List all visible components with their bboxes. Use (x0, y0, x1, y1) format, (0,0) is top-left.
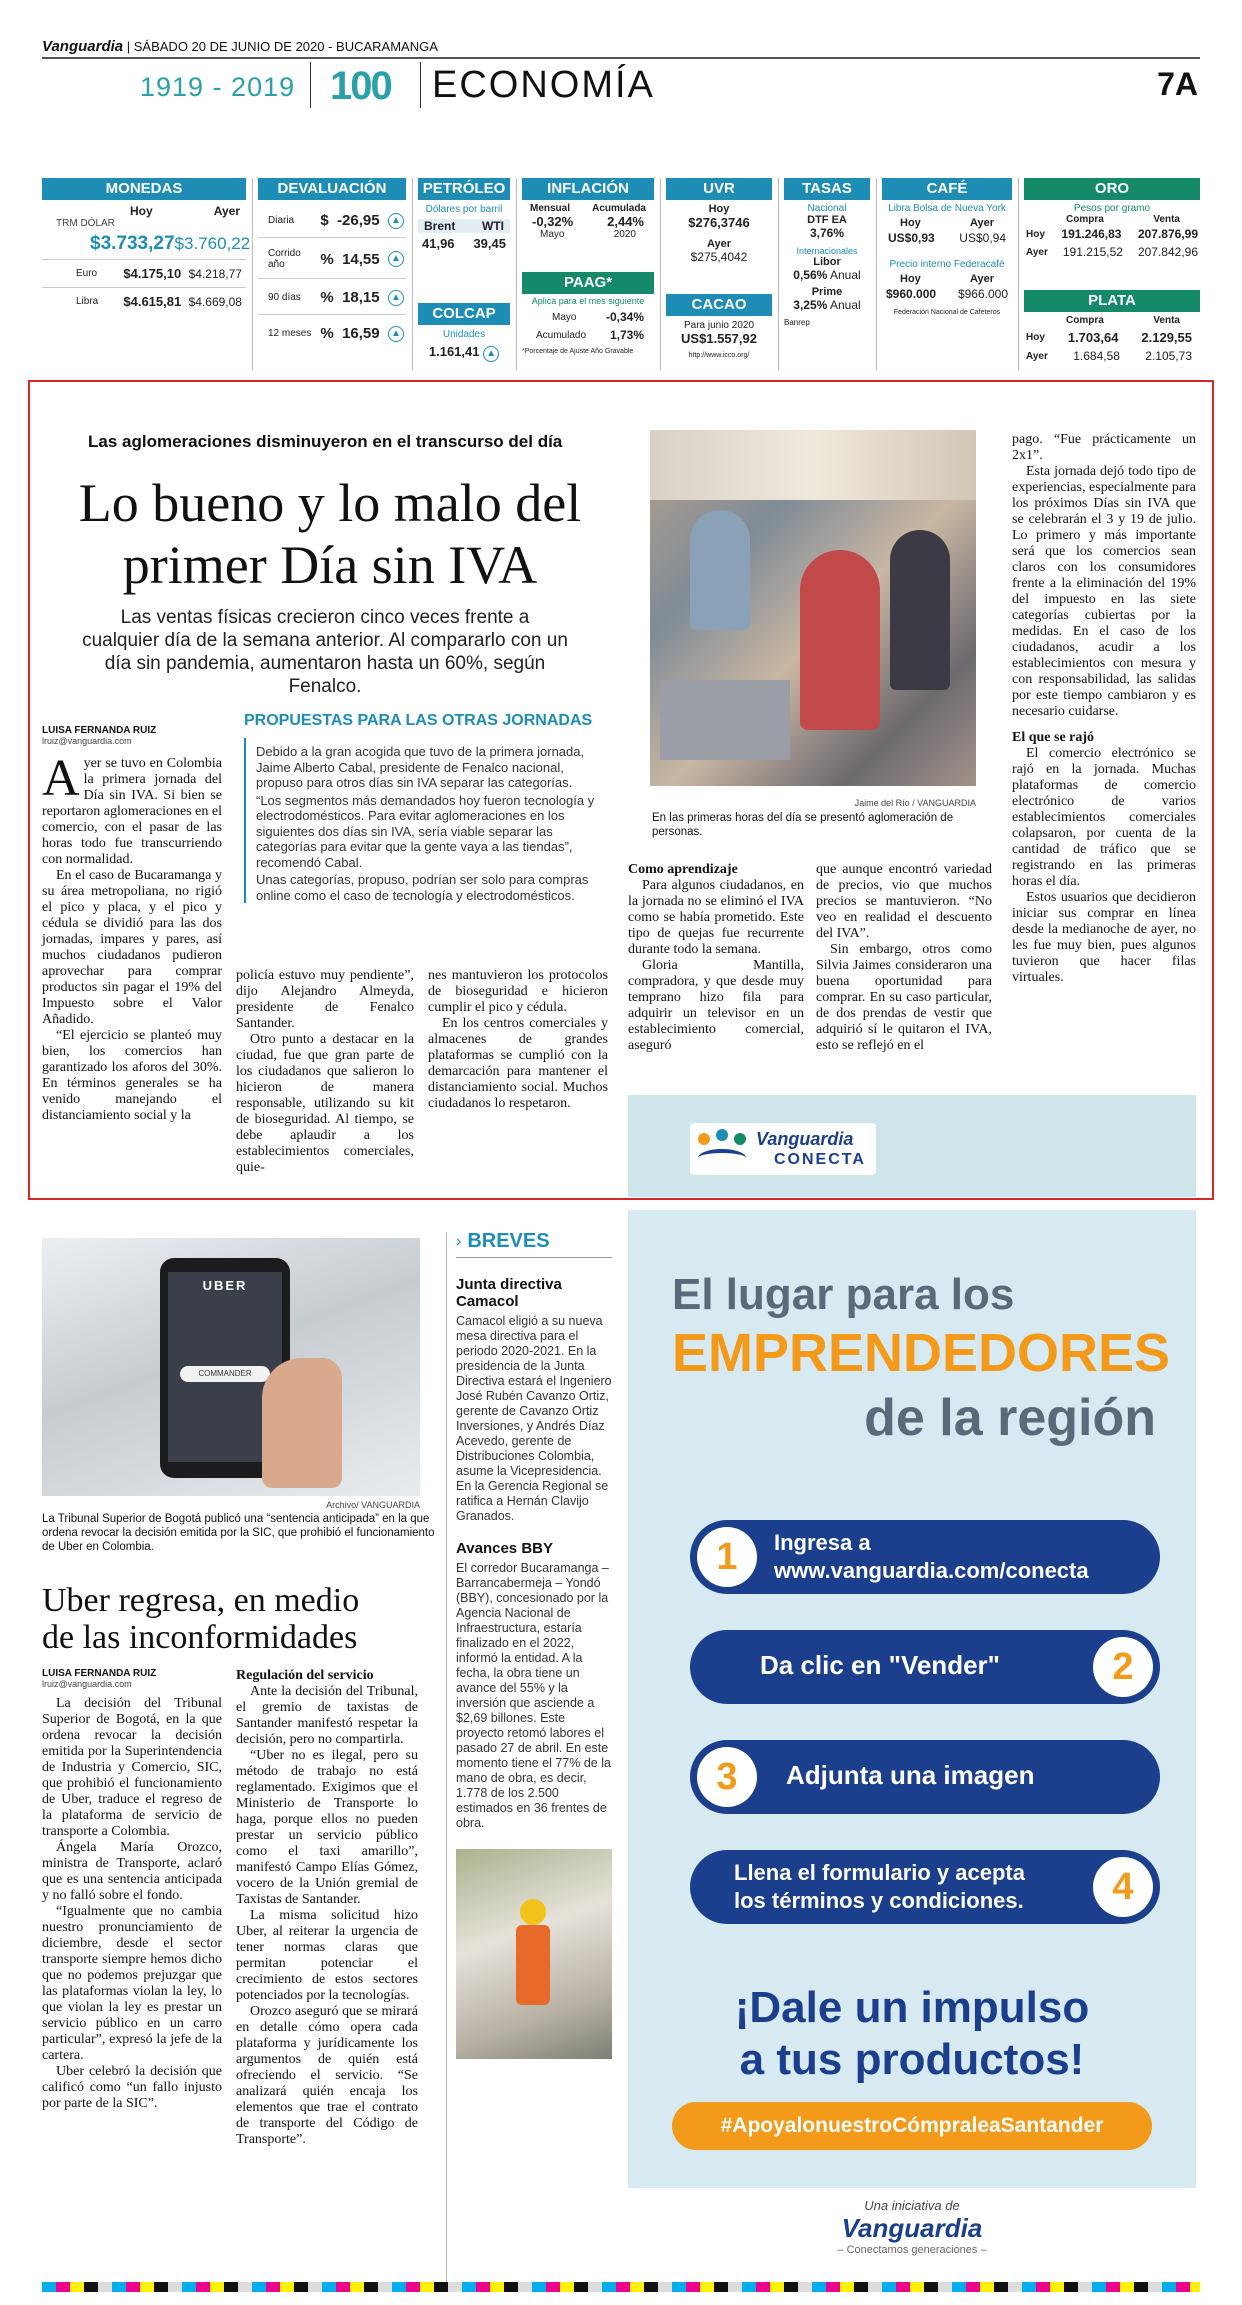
uvr-hoy: $276,3746 (688, 215, 750, 230)
main-col-5 (816, 862, 992, 1054)
helmet-icon (520, 1899, 546, 1925)
indicator-paag (522, 272, 654, 355)
colcap-sub: Unidades (442, 329, 486, 340)
dev-12-unit: % (320, 325, 334, 342)
trm-label: TRM DÓLAR (56, 218, 115, 229)
uber-photo-credit: Archivo/ VANGUARDIA (326, 1500, 420, 1510)
arrow-up-icon: ▲ (388, 326, 404, 342)
conecta-brand: Vanguardia (756, 1129, 854, 1149)
breves-column (456, 1230, 612, 2059)
uvr-hoy-label: Hoy (708, 203, 730, 215)
main-col6-p1: pago. “Fue prácticamente un 2x1”. (1012, 432, 1196, 463)
main-col2-p1: policía estuvo muy pendiente”, dijo Alejandro Almeyda, presidente de Fenalco Santander. (236, 968, 414, 1031)
indicator-uvr (666, 178, 772, 264)
plata-hoy-venta: 2.129,55 (1141, 330, 1192, 345)
step-4-text1: Llena el formulario y acepta (734, 1860, 1025, 1885)
ad-footer-1: Una iniciativa de (864, 2198, 960, 2213)
indicator-divider (778, 178, 779, 370)
main-col6-p2: Esta jornada dejó todo tipo de experiencias, especialmente para los próximos Días sin IVA que se celebrarán el 3 y 19 de julio. Lo primero y más importante será que los comercios sean claros con los consumidores frente a la eliminación del 19% del impuesto en las siete categorías cubiertas por la medidas. En el caso de los ciudadanos, acudir a los establecimientos con mesura y con responsabilidad, las salidas por este tiempo cambiaron y es necesario cuidarse. (1012, 464, 1196, 719)
breves-title: BREVES (467, 1230, 550, 1252)
oro-hoy-venta: 207.876,99 (1137, 227, 1198, 241)
paag-title: PAAG* (522, 272, 654, 294)
uber-email: lruiz@vanguardia.com (42, 1679, 132, 1689)
main-col6-p4: Estos usuarios que decidieron iniciar sus comprar en línea desde la medianoche de ayer, no les fue muy bien, pues algunos tuvieron que hacer filas virtuales. (1012, 890, 1196, 985)
arrow-up-icon: ▲ (388, 290, 404, 306)
cafe-hoy-label: Hoy (900, 217, 921, 229)
arrow-up-icon: ▲ (388, 251, 404, 267)
paag-note: *Porcentaje de Ajuste Año Gravable (522, 348, 634, 355)
uber-author: LUISA FERNANDA RUIZ (42, 1668, 157, 1679)
brent-value: 41,96 (422, 236, 455, 251)
main-col4-p2: Gloria Mantilla, compradora, y que desde muy temprano hizo fila para adquirir un televisor en un establecimiento comercial, aseguró (628, 958, 804, 1053)
cacao-source: http://www.icco.org/ (688, 352, 750, 359)
indicator-divider (1018, 178, 1019, 370)
euro-hoy: $4.175,10 (123, 266, 182, 281)
step-2-number: 2 (1093, 1637, 1153, 1697)
prime-label: Prime (811, 286, 843, 298)
ad-emprendedores[interactable] (628, 1210, 1196, 2270)
breves-divider (446, 1232, 447, 2282)
uber-col-1 (42, 1696, 222, 2112)
uber-headline-line2: de las inconformidades (42, 1619, 358, 1656)
uber-byline (42, 1668, 156, 1689)
libra-label: Libra (76, 296, 99, 307)
main-col2-p2: Otro punto a destacar en la ciudad, fue que gran parte de los ciudadanos que salieron lo hicieron de manera responsable, utilizando su kit de bioseguridad. Al tiempo, se debe aplaudir a los establecimientos comerciales, quie- (236, 1032, 414, 1175)
sub-rajo: El que se rajó (1012, 730, 1095, 745)
plata-compra-label: Compra (1066, 315, 1104, 326)
trm-ayer: $3.760,22 (174, 234, 251, 253)
main-col3-p1: nes mantuvieron los protocolos de bioseguridad e hicieron cumplir el pico y cédula. (428, 968, 608, 1015)
uber-col1-p1: La decisión del Tribunal Superior de Bogotá, en la que ordena revocar la decisión emitida por la Superintendencia de Industria y Comercio, SIC, que prohibió el funcionamiento de Uber, traduce el regreso de la plataforma de servicio de transporte a Colombia. (42, 1696, 222, 1839)
main-headline (40, 472, 620, 596)
tasas-title: TASAS (784, 178, 870, 200)
main-col1-p2: En el caso de Bucaramanga y su área metropoliana, no rigió el pico y placa, y el pico y cédula se dividió para las dos jornadas, impares y pares, así muchos ciudadanos pudieron aprovechar para comprar productos sin pagar el 19% del Impuesto sobre el Valor Añadido. (42, 868, 222, 1027)
main-headline-line2: primer Día sin IVA (122, 535, 538, 595)
step-1-text2: www.vanguardia.com/conecta (774, 1558, 1089, 1583)
uber-col1-p4: Uber celebró la decisión que calificó como “un fallo injusto por parte de la SIC”. (42, 2064, 222, 2111)
oro-compra-label: Compra (1066, 214, 1104, 225)
col-hoy: Hoy (130, 204, 153, 218)
ad-step-1 (690, 1520, 1160, 1594)
indicator-plata (1024, 290, 1200, 365)
ad-footer-2: Vanguardia (841, 2213, 983, 2243)
main-col-2 (236, 968, 414, 1176)
step-2-text: Da clic en "Vender" (760, 1650, 1000, 1680)
proposals-p1: Debido a la gran acogida que tuvo de la primera jornada, Jaime Alberto Cabal, presidente de Fenalco nacional, propuso para otros días sin IVA separar las categorías. (256, 744, 585, 790)
indicator-cafe (882, 178, 1012, 316)
cafe-ayer-label: Ayer (969, 217, 994, 229)
people-icon (698, 1129, 750, 1169)
ad-hashtag: #ApoyalonuestroCómpraleaSantander (672, 2102, 1152, 2150)
plata-title: PLATA (1024, 290, 1200, 312)
brand-name: Vanguardia (42, 38, 124, 55)
libor-value: 0,56% (793, 268, 828, 282)
uber-subhead: Regulación del servicio (236, 1668, 374, 1683)
libra-ayer: $4.669,08 (188, 294, 242, 309)
main-kicker: Las aglomeraciones disminuyeron en el transcurso del día (88, 432, 563, 451)
proposals-title: PROPUESTAS PARA LAS OTRAS JORNADAS (244, 712, 593, 729)
plata-ayer-compra: 1.684,58 (1073, 349, 1120, 363)
years-label: 1919 - 2019 (140, 72, 296, 102)
proposals-p3: Unas categorías, propuso, podrían ser solo para compras online como el caso de tecnología y electrodomésticos. (256, 872, 589, 903)
ad-line3: de la región (864, 1389, 1156, 1447)
arrow-up-icon: ▲ (388, 213, 404, 229)
main-col4-p1: Para algunos ciudadanos, en la jornada no se eliminó el IVA como se había prometido. Este tipo de quejas fue recurrente durante todo la semana. (628, 878, 804, 957)
euro-label: Euro (76, 268, 98, 279)
inf-acum-label: Acumulada (592, 203, 646, 214)
brent-label: Brent (424, 219, 456, 233)
brief-2-title: Avances BBY (456, 1540, 553, 1557)
plata-hoy-compra: 1.703,64 (1067, 330, 1119, 345)
oro-sub: Pesos por gramo (1073, 203, 1151, 214)
uber-col2-p2: “Uber no es ilegal, pero su método de trabajo no está reglamentado. Exigimos que el Ministerio de Transporte lo haga, porque ellos no pueden prestar un servicio público como el taxi amarillo”, manifestó Campo Elías Gómez, vocero de la Unión gremial de Taxistas de Santander. (236, 1748, 418, 1907)
cacao-title: CACAO (666, 294, 772, 316)
step-1-text1: Ingresa a (774, 1530, 871, 1555)
main-col-4 (628, 862, 804, 1054)
cafe-int-ayer: $966.000 (957, 287, 1008, 301)
plata-hoy-label: Hoy (1026, 332, 1045, 343)
main-photo-credit: Jaime del Río / VANGUARDIA (854, 798, 976, 808)
indicator-divider (876, 178, 877, 370)
tasas-nac-label: Nacional (807, 203, 847, 214)
uber-caption: La Tribunal Superior de Bogotá publicó una “sentencia anticipada” en la que ordena revocar la decisión emitida por la SIC, que prohibió el funcionamiento de Uber en Colombia. (42, 1513, 435, 1553)
dev-12-label: 12 meses (268, 328, 312, 339)
prime-unit: Anual (830, 298, 861, 312)
oro-title: ORO (1024, 178, 1200, 200)
libra-hoy: $4.615,81 (123, 294, 182, 309)
step-4-number: 4 (1093, 1857, 1153, 1917)
ad-step-2 (690, 1630, 1160, 1704)
petroleo-sub: Dólares por barril (425, 204, 503, 215)
cafe-ayer-label-2: Ayer (969, 273, 994, 285)
main-col5-p2: Sin embargo, otros como Silvia Jaimes consideraron una buena oportunidad para comprar. En su caso particular, de dos prendas de vestir que adquirió sí le quitaron el IVA, esto se reflejó en el (816, 942, 992, 1053)
main-col-3 (428, 968, 608, 1112)
dev-90-unit: % (320, 289, 334, 306)
masthead-dateline: Vanguardia | SÁBADO 20 DE JUNIO DE 2020 - BUCARAMANGA (42, 38, 438, 55)
wti-value: 39,45 (473, 236, 506, 251)
indicator-oro (1024, 178, 1200, 261)
step-3-text: Adjunta una imagen (786, 1760, 1035, 1790)
main-col6-p3: El comercio electrónico se rajó en la jornada. Muchas plataformas de comercio electrónico de varios establecimientos comerciales colapsaron, por cuenta de la cantidad de tráfico que se registrando en las primeras horas el día. (1012, 746, 1196, 889)
phone-button-label: COMMANDER (180, 1366, 270, 1382)
main-email: lruiz@vanguardia.com (42, 736, 132, 746)
proposals-p2: “Los segmentos más demandados hoy fueron tecnología y electrodomésticos. Para evitar aglomeraciones en los siguientes dos días sin IVA, sería viable separar las categorías para evitar que la gente vaya a las tiendas”, recomendó Cabal. (256, 792, 595, 870)
main-deck: Las ventas físicas crecieron cinco veces frente a cualquier día de la semana anterior. Al compararlo con un día sin pandemia, aumentaron hasta un 60%, según Fenalco. (82, 607, 568, 697)
registration-bar (42, 2282, 1200, 2292)
cafe-int-hoy: $960.000 (886, 287, 937, 301)
masthead-divider (310, 62, 311, 108)
cafe-sub2: Precio interno Federacafé (889, 259, 1005, 270)
inf-acum-value: 2,44% (607, 214, 644, 229)
indicator-divider (660, 178, 661, 370)
uber-col2-p3: La misma solicitud hizo Uber, al reiterar la urgencia de tener normas claras que permitan potenciar el crecimiento de estos sectores potenciados por la tecnologías. (236, 1908, 418, 2003)
chevron-right-icon: › (456, 1232, 462, 1250)
dev-corrido-unit: % (320, 250, 334, 268)
ad-conecta[interactable] (628, 1095, 1196, 1197)
inf-mensual-label: Mensual (530, 203, 571, 214)
inflacion-title: INFLACIÓN (522, 178, 654, 200)
paag-r1-value: -0,34% (605, 310, 644, 324)
main-photo-caption: En las primeras horas del día se presentó aglomeración de personas. (652, 812, 954, 838)
uber-col1-p2: Ángela María Orozco, ministra de Transporte, aclaró que es una sentencia anticipada y no falló sobre el fondo. (42, 1840, 222, 1903)
dtf-value: 3,76% (809, 226, 845, 240)
wti-label: WTI (482, 219, 504, 233)
indicator-devaluacion (258, 178, 406, 350)
colcap-value: 1.161,41 (428, 344, 480, 359)
plata-ayer-venta: 2.105,73 (1145, 349, 1192, 363)
indicator-inflacion (522, 178, 654, 240)
masthead-divider-2 (420, 62, 421, 108)
indicator-petroleo (418, 178, 510, 254)
main-col-6 (1012, 432, 1196, 986)
dev-90-label: 90 días (268, 292, 301, 303)
main-byline (42, 725, 156, 746)
oro-ayer-venta: 207.842,96 (1137, 245, 1198, 259)
indicator-divider (412, 178, 413, 370)
prime-value: 3,25% (793, 298, 828, 312)
paag-r2-label: Acumulado (536, 329, 587, 341)
cafe-hoy-label-2: Hoy (900, 273, 921, 285)
uber-col2-p4: Orozco aseguró que se mirará en detalle cómo opera cada plataforma y jurídicamente los argumentos de quién está ofreciendo el servicio. “Se analizará quién encaja los elementos que trae el contrato de transporte del Código de Transporte”. (236, 2004, 418, 2147)
cacao-value: US$1.557,92 (681, 331, 757, 346)
indicator-tasas (784, 178, 870, 327)
dev-90-value: 18,15 (342, 289, 380, 306)
oro-hoy-compra: 191.246,83 (1061, 227, 1122, 241)
conecta-tag: CONECTA (774, 1151, 866, 1168)
col-ayer: Ayer (213, 204, 240, 218)
ad-cta (628, 1982, 1196, 2086)
cafe-ny-hoy: US$0,93 (888, 231, 935, 245)
indicator-cacao (666, 294, 772, 359)
oro-venta-label: Venta (1153, 214, 1180, 225)
main-photo (650, 430, 976, 786)
indicator-monedas (42, 178, 251, 315)
ad-footer (628, 2188, 1196, 2270)
libor-unit: Anual (830, 268, 861, 282)
uber-col-2 (236, 1668, 418, 2148)
libor-label: Libor (813, 256, 841, 268)
uber-col1-p3: “Igualmente que no cambia nuestro pronunciamiento de diciembre, desde el sector transporte siempre hemos dicho que no podemos prejuzgar que las plataformas violan la ley, lo que violan la ley es prestar un servicio público en un carro particular”, expresó la jefe de la cartera. (42, 1904, 222, 2063)
brief-2-text: El corredor Bucaramanga – Barrancabermeja – Yondó (BBY), concesionado por la Agencia Nacional de Infraestructura, estaría finalizado en el 2022, informó la entidad. A la fecha, la obra tiene un avance del 55% y la inversión que asciende a $2,69 billones. Este proyecto retomó labores el pasado 27 de abril. En este momento tiene el 77% de la mano de obra, es decir, 1.778 de los 2.500 estimados en 36 frentes de obra. (456, 1561, 611, 1830)
anniversary-logo: 100 (330, 64, 391, 108)
oro-ayer-label: Ayer (1026, 246, 1048, 258)
paag-r1-label: Mayo (552, 311, 577, 323)
uvr-ayer: $275,4042 (690, 250, 748, 264)
indicator-colcap (418, 303, 510, 362)
cacao-sub: Para junio 2020 (683, 320, 755, 331)
cafe-sub1: Libra Bolsa de Nueva York (888, 203, 1006, 214)
plata-venta-label: Venta (1153, 315, 1180, 326)
uvr-title: UVR (666, 178, 772, 200)
phone-uber-label: UBER (202, 1278, 248, 1293)
sub-aprendizaje: Como aprendizaje (628, 862, 738, 877)
inf-a-label: 2020 (613, 229, 636, 240)
indicator-divider (516, 178, 517, 370)
oro-ayer-compra: 191.215,52 (1062, 245, 1123, 259)
dropcap: A (42, 750, 80, 807)
euro-ayer: $4.218,77 (188, 266, 242, 281)
dev-diaria-unit: $ (320, 212, 329, 229)
brief-1-text: Camacol eligió a su nueva mesa directiva para el periodo 2020-2021. En la presidencia de la Junta Directiva estará el Ingeniero José Rubén Cavanzo Ortiz, gerente de Cavanzo Ortiz Inversiones, y Andrés Díaz Acevedo, gerente de Distribuciones Colombia, asume la Vicepresidencia. En la Gerencia Regional se ratifica a Hernán Clavijo Granados. (456, 1314, 612, 1523)
uber-photo (42, 1238, 420, 1496)
dtf-label: DTF EA (807, 214, 847, 226)
ad-step-3 (690, 1740, 1160, 1814)
main-col3-p2: En los centros comerciales y almacenes de grandes plataformas se cumplió con la demarcación para mantener el distanciamiento social. Muchos ciudadanos lo respetaron. (428, 1016, 608, 1111)
main-col-1 (42, 750, 222, 1124)
uber-headline-line1: Uber regresa, en medio (42, 1582, 360, 1619)
step-4-text2: los términos y condiciones. (734, 1888, 1024, 1913)
main-headline-line1: Lo bueno y lo malo del (78, 473, 582, 533)
step-1-number: 1 (697, 1527, 757, 1587)
paag-sub: Aplica para el mes siguiente (531, 296, 645, 306)
main-col1-p3: “El ejercicio se planteó muy bien, los comercios han garantizado los aforos del 30%. En términos generales se ha venido manejando el distanciamiento social y la (42, 1028, 222, 1123)
brief-1-title: Junta directiva Camacol (456, 1276, 562, 1310)
colcap-title: COLCAP (418, 303, 510, 325)
dev-diaria-value: -26,95 (337, 212, 380, 229)
section-title: ECONOMÍA (432, 64, 655, 106)
monedas-title: MONEDAS (42, 178, 246, 200)
cafe-source: Federación Nacional de Cafeteros (893, 309, 1001, 316)
ad-cta-line2: a tus productos! (739, 2035, 1085, 2084)
cafe-ny-ayer: US$0,94 (959, 231, 1006, 245)
inf-m-label: Mayo (540, 229, 565, 240)
masthead-rule (42, 57, 1200, 59)
uber-headline (42, 1582, 359, 1656)
indicator-divider (252, 178, 253, 370)
paag-r2-value: 1,73% (609, 328, 644, 342)
main-author: LUISA FERNANDA RUIZ (42, 725, 157, 736)
devaluacion-title: DEVALUACIÓN (258, 178, 406, 200)
main-col1-p1: yer se tuvo en Colombia la primera jornada del Día sin IVA. Si bien se reportaron aglomeraciones en el comercio, con el pasar de las horas todo fue transcurriendo con normalidad. (42, 756, 222, 867)
inf-mensual-value: -0,32% (532, 214, 574, 229)
ad-line1: El lugar para los (672, 1270, 1015, 1319)
ad-footer-3: – Conectamos generaciones – (837, 2244, 987, 2256)
ad-cta-line1: ¡Dale un impulso (734, 1983, 1090, 2032)
brief-photo (456, 1849, 612, 2059)
oro-hoy-label: Hoy (1026, 228, 1045, 240)
tasas-int-label: Internacionales (796, 246, 858, 256)
uber-col2-p1: Ante la decisión del Tribunal, el gremio de taxistas de Santander manifestó respetar la decisión, pero no compartirla. (236, 1684, 418, 1747)
petroleo-title: PETRÓLEO (418, 178, 510, 200)
dev-12-value: 16,59 (342, 325, 380, 342)
dev-corrido-label: Corrido año (268, 248, 301, 270)
date-line: SÁBADO 20 DE JUNIO DE 2020 - BUCARAMANGA (133, 39, 438, 54)
uvr-ayer-label: Ayer (706, 238, 732, 250)
plata-ayer-label: Ayer (1026, 350, 1048, 362)
arrow-up-icon: ▲ (483, 346, 499, 362)
main-col5-p1: que aunque encontró variedad de precios, vio que muchos precios se mantuvieron. “No veo en realidad el descuento del IVA”. (816, 862, 992, 941)
ad-line2: EMPRENDEDORES (672, 1323, 1171, 1383)
dev-corrido-value: 14,55 (342, 250, 380, 268)
cafe-title: CAFÉ (882, 178, 1012, 200)
dev-diaria-label: Diaria (268, 215, 295, 226)
page-number: 7A (1157, 66, 1198, 102)
trm-hoy: $3.733,27 (90, 233, 175, 254)
proposals-box (244, 712, 614, 903)
step-3-number: 3 (697, 1747, 757, 1807)
tasas-source: Banrep (784, 318, 810, 327)
ad-step-4 (690, 1850, 1160, 1924)
